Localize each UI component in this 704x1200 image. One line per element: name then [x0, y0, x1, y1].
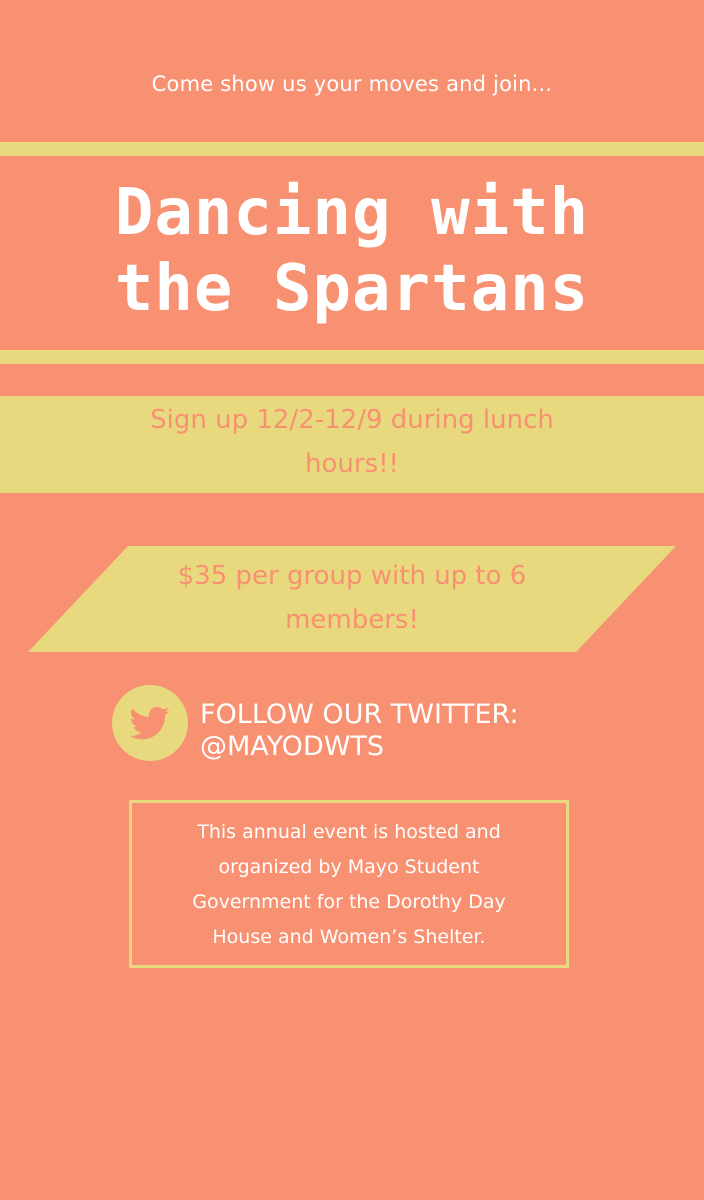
signup-text-line-1: Sign up 12/2-12/9 during lunch: [150, 405, 554, 435]
info-line: organized by Mayo Student: [218, 856, 480, 878]
intro-text: Come show us your moves and join...: [151, 72, 553, 96]
price-text-line-1: $35 per group with up to 6: [177, 561, 527, 591]
event-title-line-1: Dancing with: [114, 176, 590, 250]
info-line: Government for the Dorothy Day: [192, 891, 506, 913]
follow-label: FOLLOW OUR TWITTER:: [200, 699, 519, 730]
info-box: [129, 800, 569, 968]
twitter-handle-link[interactable]: @MAYODWTS: [200, 731, 385, 762]
event-title-line-2: the Spartans: [114, 252, 590, 326]
info-line: House and Women’s Shelter.: [212, 926, 486, 948]
top-stripe: [0, 142, 704, 156]
price-text-line-2: members!: [285, 605, 419, 635]
info-line: This annual event is hosted and: [197, 821, 501, 843]
twitter-badge[interactable]: [112, 685, 188, 761]
twitter-bird-icon: [129, 703, 171, 743]
signup-text-line-2: hours!!: [305, 449, 399, 479]
bottom-stripe: [0, 350, 704, 364]
